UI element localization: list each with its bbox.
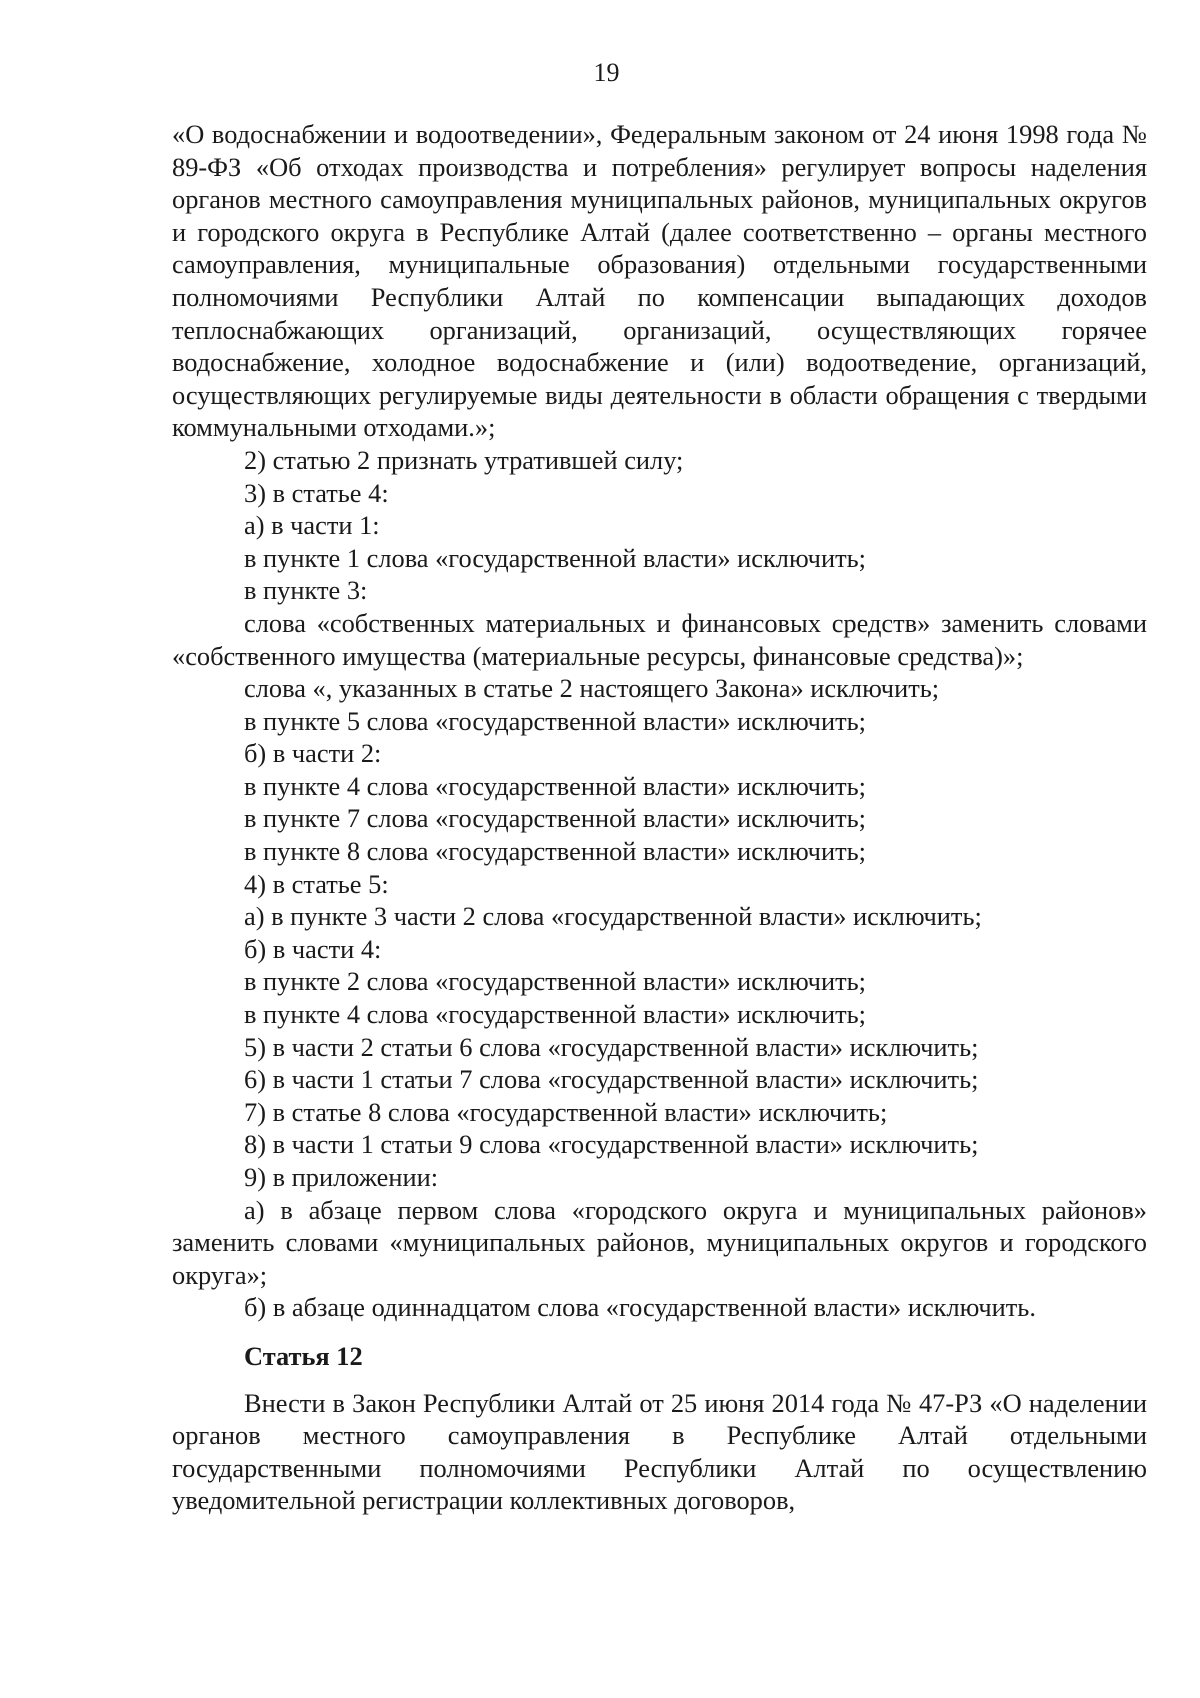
paragraph: б) в части 4: [244, 933, 382, 964]
paragraph: 6) в части 1 статьи 7 слова «государственной власти» исключить; [244, 1064, 979, 1095]
paragraph: 4) в статье 5: [244, 868, 389, 899]
paragraph: 5) в части 2 статьи 6 слова «государственной власти» исключить; [244, 1031, 979, 1062]
paragraph: 2) статью 2 признать утратившей силу; [244, 444, 684, 475]
page-number: 19 [593, 58, 620, 87]
body-text [172, 118, 1147, 1517]
paragraph: 7) в статье 8 слова «государственной власти» исключить; [244, 1096, 888, 1127]
paragraph: б) в части 2: [244, 738, 382, 769]
paragraph: а) в абзаце первом слова «городского округа и муниципальных районов» заменить словами «муниципальных районов, муниципальных округов и городского округа»; [172, 1194, 1147, 1290]
paragraph: в пункте 2 слова «государственной власти» исключить; [244, 966, 866, 997]
paragraph: в пункте 7 слова «государственной власти» исключить; [244, 803, 866, 834]
paragraph: 3) в статье 4: [244, 477, 389, 508]
paragraph: в пункте 5 слова «государственной власти» исключить; [244, 705, 866, 736]
paragraph: слова «, указанных в статье 2 настоящего Закона» исключить; [244, 673, 940, 704]
article-heading: Статья 12 [244, 1340, 363, 1371]
paragraph: а) в пункте 3 части 2 слова «государственной власти» исключить; [244, 901, 982, 932]
paragraph: «О водоснабжении и водоотведении», Федеральным законом от 24 июня 1998 года № 89-ФЗ «Об отходах производства и потребления» регулирует вопросы наделения органов местного самоуправления муниципальных районов, муниципальных округов и городского округа в Республике Алтай (далее соответственно – органы местного самоуправления, муниципальные образования) отдельными государственными полномочиями Республики Алтай по компенсации выпадающих доходов теплоснабжающих организаций, организаций, осуществляющих горячее водоснабжение, холодное водоснабжение и (или) водоотведение, организаций, осуществляющих регулируемые виды деятельности в области обращения с твердыми коммунальными отходами.»; [172, 119, 1147, 443]
paragraph: 8) в части 1 статьи 9 слова «государственной власти» исключить; [244, 1129, 979, 1160]
paragraph: в пункте 4 слова «государственной власти» исключить; [244, 999, 866, 1030]
paragraph: в пункте 8 слова «государственной власти» исключить; [244, 836, 866, 867]
paragraph: б) в абзаце одиннадцатом слова «государственной власти» исключить. [244, 1292, 1036, 1323]
paragraph: Внести в Закон Республики Алтай от 25 июня 2014 года № 47-РЗ «О наделении органов местного самоуправления в Республике Алтай отдельными государственными полномочиями Республики Алтай по осуществлению уведомительной регистрации коллективных договоров, [172, 1387, 1147, 1516]
paragraph: в пункте 1 слова «государственной власти» исключить; [244, 542, 866, 573]
paragraph: в пункте 4 слова «государственной власти» исключить; [244, 770, 866, 801]
paragraph: а) в части 1: [244, 510, 380, 541]
paragraph: слова «собственных материальных и финансовых средств» заменить словами «собственного имущества (материальные ресурсы, финансовые средства)»; [172, 607, 1147, 671]
paragraph: 9) в приложении: [244, 1162, 439, 1192]
paragraph: в пункте 3: [244, 575, 368, 606]
